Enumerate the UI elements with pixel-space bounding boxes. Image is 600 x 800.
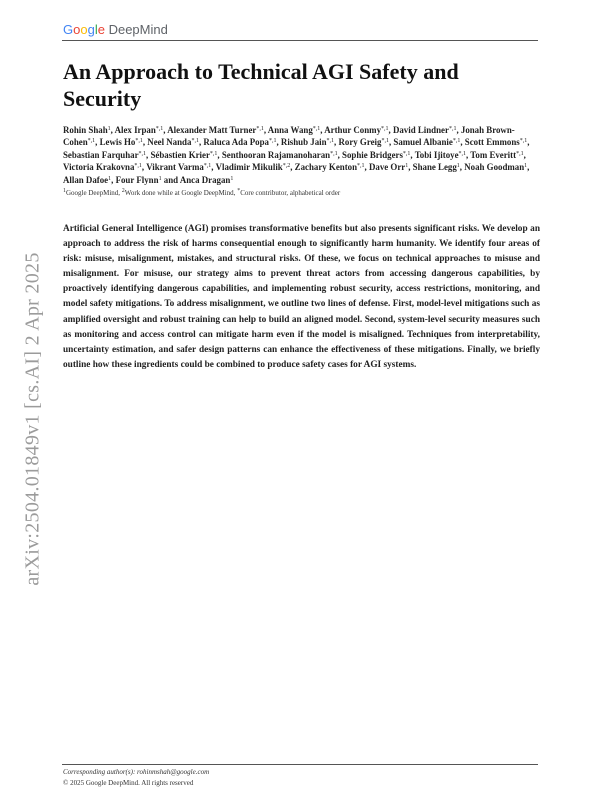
author-name: Zachary Kenton bbox=[294, 162, 358, 173]
author-name: Dave Orr bbox=[368, 162, 406, 173]
corresponding-author-email[interactable]: rohinmshah@google.com bbox=[137, 768, 210, 776]
author-affiliation-marker: 1 bbox=[107, 126, 111, 132]
affiliation-marker: 1 bbox=[63, 188, 66, 194]
author-name: Noah Goodman bbox=[464, 162, 525, 173]
author-affiliation-marker: *,1 bbox=[312, 126, 321, 132]
author-name: Sophie Bridgers bbox=[342, 149, 403, 160]
author-name: Shane Legg bbox=[412, 162, 457, 173]
author-name: Senthooran Rajamanoharan bbox=[221, 149, 331, 160]
footer bbox=[63, 767, 538, 788]
logo-deepmind-text: DeepMind bbox=[108, 22, 168, 37]
author-name: Scott Emmons bbox=[464, 137, 520, 148]
author-affiliation-marker: *,1 bbox=[452, 138, 461, 145]
author-affiliation-marker: *,1 bbox=[357, 163, 365, 170]
paper-title: An Approach to Technical AGI Safety and Security bbox=[63, 59, 459, 111]
affiliation-marker: * bbox=[237, 188, 241, 194]
affiliation-text: Work done while at Google DeepMind, bbox=[124, 189, 238, 197]
author-name: Vladimir Mikulik bbox=[215, 162, 283, 173]
author-name: Tom Everitt bbox=[470, 149, 517, 160]
author-affiliation-marker: *,1 bbox=[203, 163, 212, 170]
author-name: David Lindner bbox=[392, 125, 449, 135]
corresponding-author-label: Corresponding author(s): bbox=[63, 768, 136, 776]
author-affiliation-marker: 1 bbox=[108, 175, 112, 182]
author-affiliation-marker: *,1 bbox=[87, 138, 96, 145]
affiliation-text: Google DeepMind, bbox=[66, 189, 122, 197]
author-affiliation-marker: 1 bbox=[158, 175, 162, 182]
author-affiliation-marker: *,1 bbox=[191, 138, 199, 145]
author-list: Rohin Shah$^1$, Alex Irpan$^{*,1}$, Alexander Matt Turner$^{*,1}$, Anna Wang$^{*,1}$, Arthur Conmy$^{*,1}$, David Lindner$^{*,1}$, Jonah Brown-Cohen$^{*,1}$, Lewis $Ho^{*,1}$, Neel Nanda$^{*,1}$, Raluca Ada Popa$^{*,1}$, Rishub Jain$^{*,1}$, Rory Greig$^{*,1}$, Samuel Albanie$^{*,1}$, Scott Emmons$^{*,1}$, Sebastian Farquhar$^{*,1}$, Sébastien Krier$^{*,1}$, Senthooran Rajamanoharan$^{*,1}$, Sophie Bridgers$^{*,1}$, Tobi Ijitoye$^{*,1}$, Tom Everitt$^{*,1}$, Victoria Krakovna$^{*,1}$, Vikrant Varma$^{*,1}$, Vladimir Mikulik$^{*,2}$, Zachary Kenton$^{*,1}$, Dave Orr$^1$, Shane Legg$^1$, Noah Goodman$^1$, Allan Dafoe$^1$, Four Flynn$^1$ and Anca Dragan$^1$ bbox=[63, 125, 530, 185]
author-affiliation-marker: *,1 bbox=[268, 138, 277, 145]
affiliation-text: Core contributor, alphabetical order bbox=[240, 189, 341, 197]
author-affiliation-marker: *,1 bbox=[519, 138, 528, 145]
author-name: Victoria Krakovna bbox=[63, 162, 135, 173]
author-affiliation-marker: *,1 bbox=[256, 126, 264, 132]
copyright-notice: © 2025 Google DeepMind. All rights reserved bbox=[63, 778, 194, 787]
author-affiliation-marker: 1 bbox=[524, 163, 528, 170]
author-affiliation-marker: *,1 bbox=[326, 138, 335, 145]
author-affiliation-marker: *,1 bbox=[381, 138, 389, 145]
abstract: Artificial General Intelligence (AGI) promises transformative benefits but also presents significant risks. We develop an approach to address the risk of harms consequential enough to significantly harm humanity. We identify four areas of risk: misuse, misalignment, mistakes, and structural risks. Of these, we focus on technical approaches to misuse and misalignment. For misuse, our strategy aims to prevent threat actors from accessing dangerous capabilities, by proactively identifying dangerous capabilities, and implementing robust security, access restrictions, monitoring, and model safety mitigations. To address misalignment, we outline two lines of defense. First, model-level mitigations such as amplified oversight and robust training can help to build an aligned model. Second, system-level security measures such as monitoring and access control can mitigate harm even if the model is misaligned. Techniques from interpretability, uncertainty estimation, and safer design patterns can enhance the effectiveness of these mitigations. Finally, we briefly outline how these ingredients could be combined to produce safety cases for AGI systems. bbox=[63, 224, 540, 370]
author-name: Tobi Ijitoye bbox=[414, 149, 459, 160]
arxiv-identifier-stamp: arXiv:2504.01849v1 [cs.AI] 2 Apr 2025 bbox=[21, 252, 44, 586]
logo-letter: l bbox=[94, 22, 98, 37]
author-name: Lewis Ho bbox=[99, 137, 136, 148]
logo-letter: o bbox=[73, 22, 81, 37]
author-name: Rohin Shah bbox=[63, 125, 108, 135]
author-name: Jonah Brown-Cohen bbox=[63, 125, 515, 148]
google-deepmind-logo bbox=[63, 22, 168, 38]
author-name: Vikrant Varma bbox=[146, 162, 204, 173]
affiliations bbox=[63, 188, 538, 198]
author-affiliation-marker: *,1 bbox=[448, 126, 457, 132]
author-name: Alexander Matt Turner bbox=[167, 125, 257, 135]
affiliation-marker: 2 bbox=[121, 188, 125, 194]
corresponding-author-line bbox=[63, 767, 538, 778]
logo-letter: G bbox=[63, 22, 74, 37]
logo-letter: e bbox=[97, 22, 105, 37]
logo-letter: o bbox=[80, 22, 88, 37]
author-name: Sébastien Krier bbox=[150, 149, 210, 160]
author-affiliation-marker: 1 bbox=[405, 163, 409, 170]
author-affiliation-marker: *,1 bbox=[402, 150, 411, 157]
author-affiliation-marker: *,1 bbox=[155, 126, 164, 132]
author-name: Sebastian Farquhar bbox=[63, 149, 139, 160]
author-affiliation-marker: *,1 bbox=[135, 138, 143, 145]
author-name: Allan Dafoe bbox=[63, 174, 109, 185]
footer-rule bbox=[62, 764, 538, 765]
author-name: Anna Wang bbox=[267, 125, 313, 135]
author-affiliation-marker: *,1 bbox=[138, 150, 147, 157]
author-affiliation-marker: *,1 bbox=[209, 150, 218, 157]
author-name: Rishub Jain bbox=[280, 137, 327, 148]
author-name: Neel Nanda bbox=[147, 137, 192, 148]
author-name: Arthur Conmy bbox=[324, 125, 382, 135]
logo-letter: g bbox=[87, 22, 95, 37]
author-affiliation-marker: *,1 bbox=[330, 150, 338, 157]
author-affiliation-marker: *,2 bbox=[282, 163, 291, 170]
author-affiliation-marker: *,1 bbox=[458, 150, 467, 157]
author-name: Four Flynn bbox=[115, 174, 159, 185]
author-affiliation-marker: 1 bbox=[230, 175, 234, 182]
author-name: Alex Irpan bbox=[114, 125, 156, 135]
author-name: Raluca Ada Popa bbox=[203, 137, 269, 148]
author-affiliation-marker: 1 bbox=[456, 163, 460, 170]
author-name: Anca Dragan bbox=[179, 174, 231, 185]
author-affiliation-marker: *,1 bbox=[381, 126, 389, 132]
header-rule bbox=[62, 40, 538, 41]
author-affiliation-marker: *,1 bbox=[516, 150, 524, 157]
author-name: Samuel Albanie bbox=[393, 137, 453, 148]
author-name: Rory Greig bbox=[338, 137, 382, 148]
author-affiliation-marker: *,1 bbox=[134, 163, 142, 170]
